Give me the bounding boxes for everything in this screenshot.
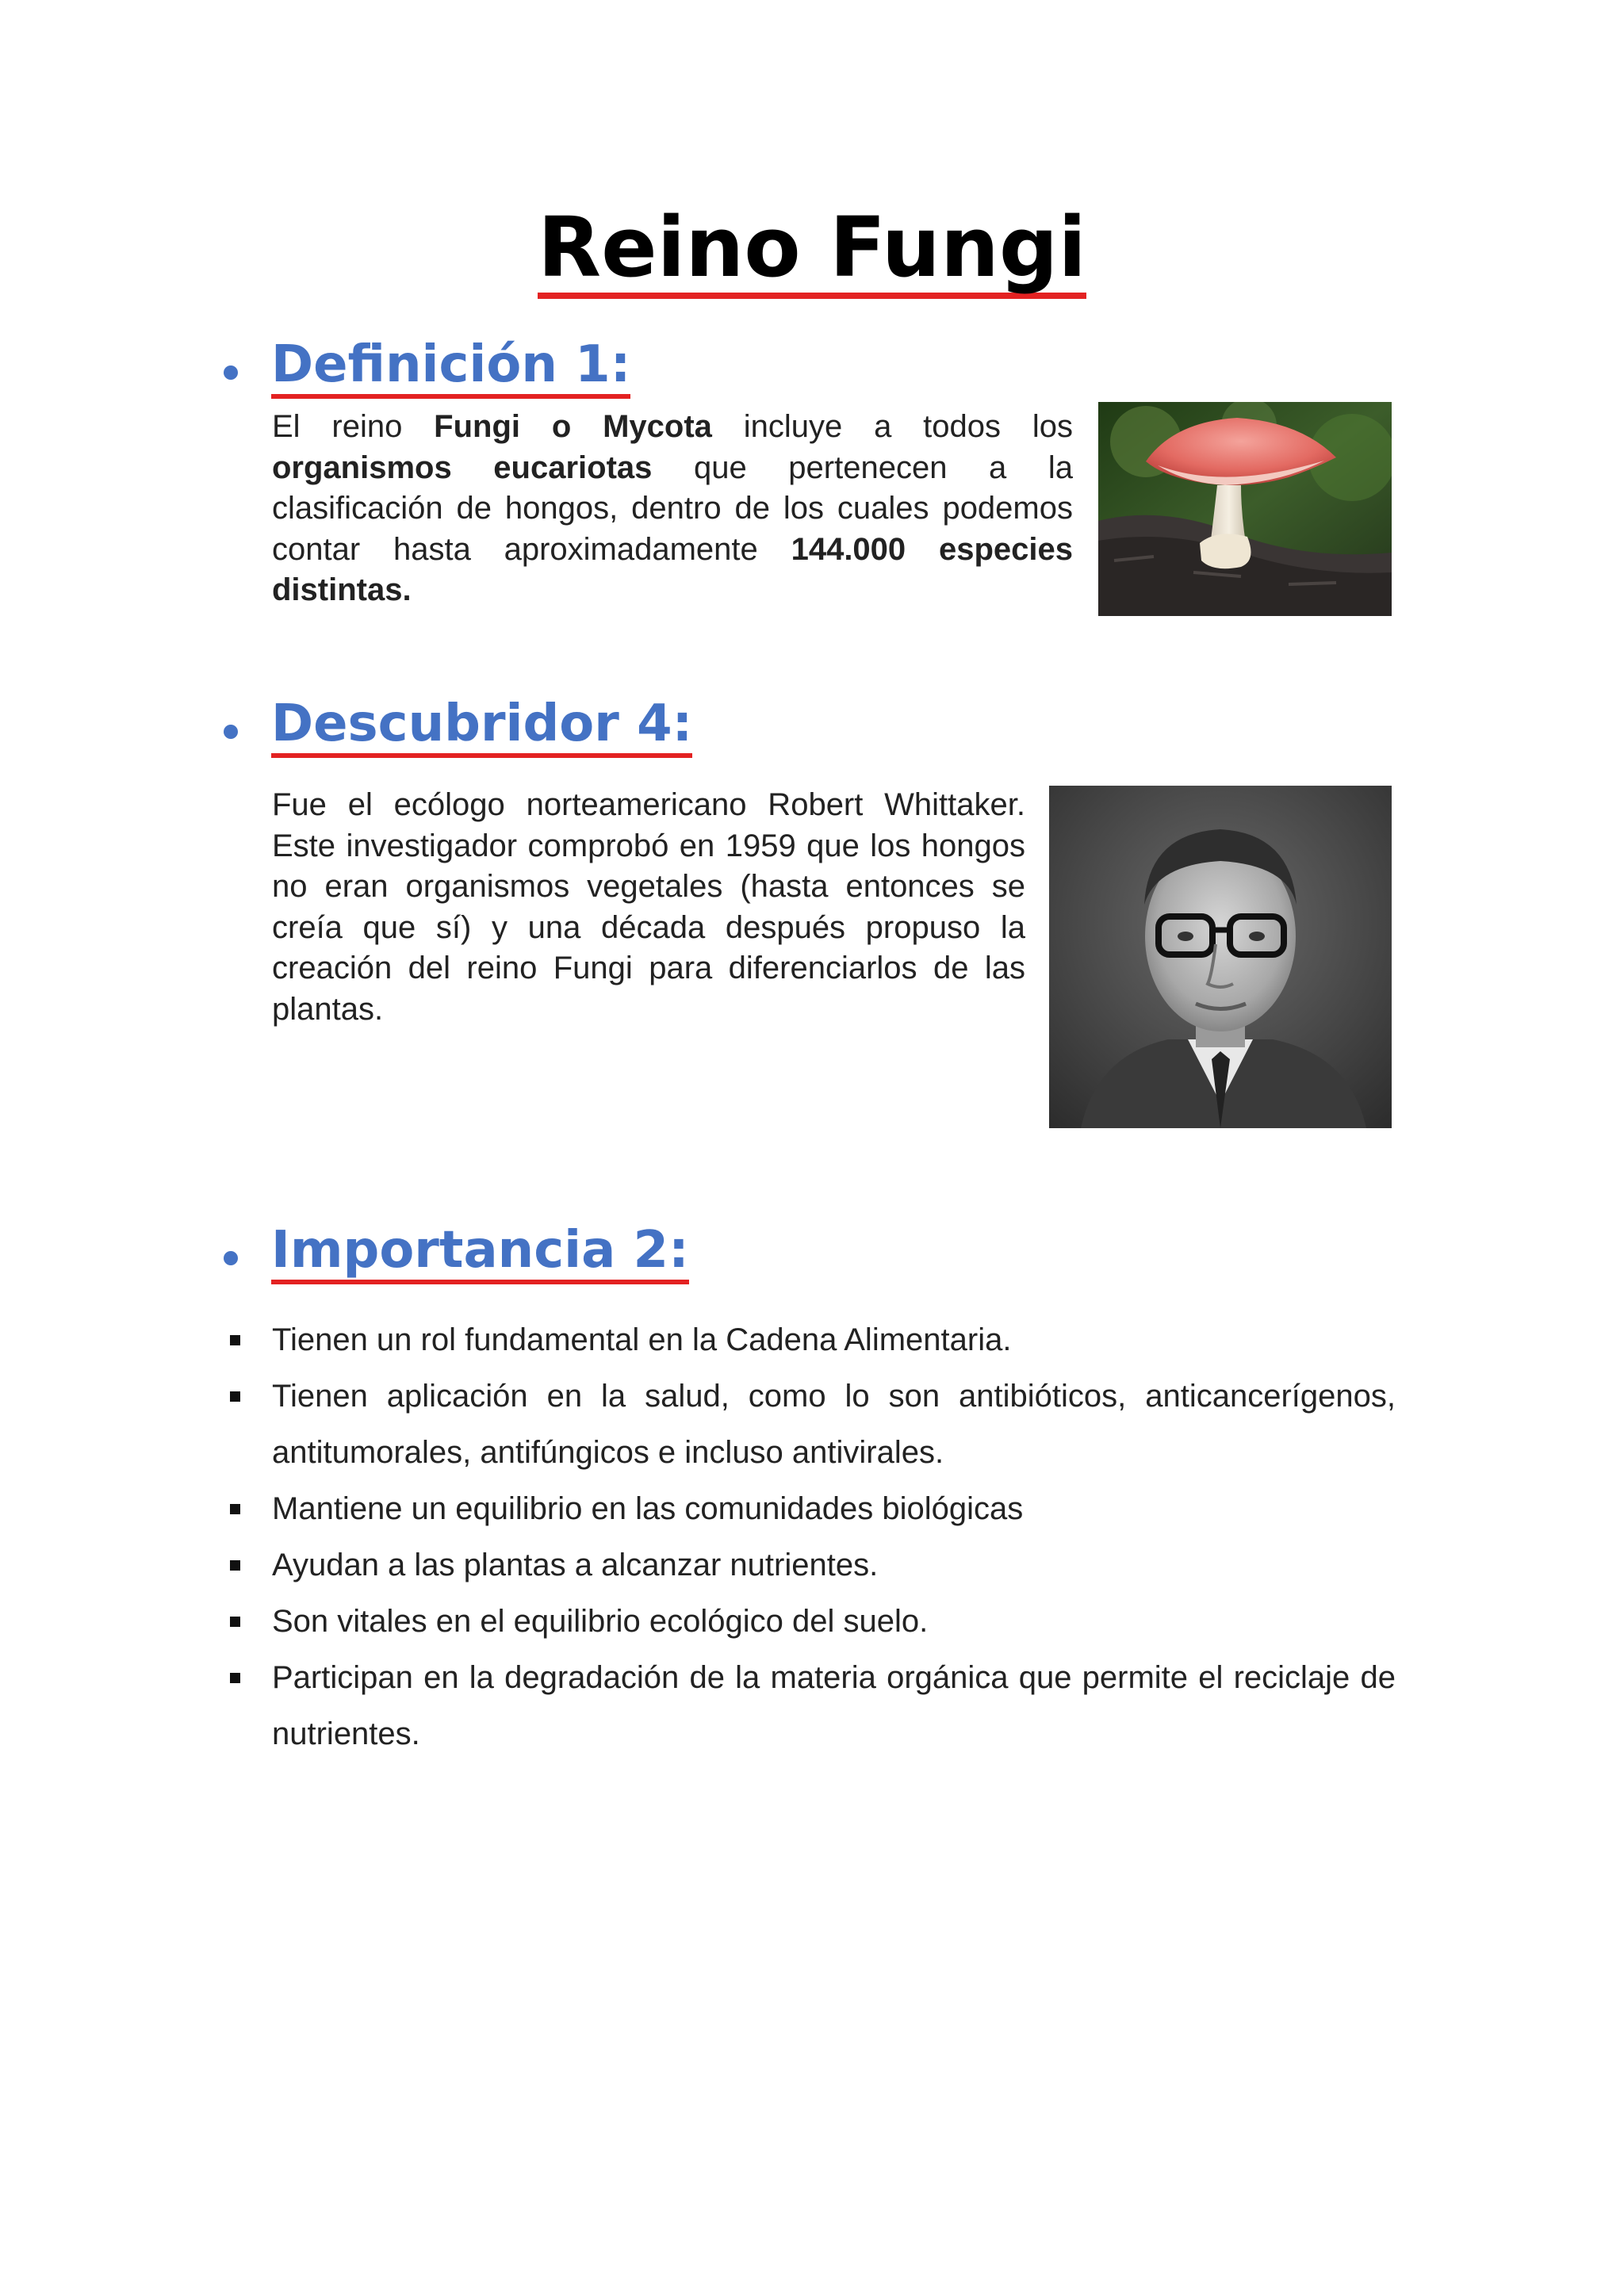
square-bullet-icon [230,1335,240,1345]
page-title [0,199,1624,299]
list-item [230,1650,1396,1762]
descubridor-paragraph: Fue el ecólogo norteamericano Robert Whittaker. Este investigador comprobó en 1959 que los hongos no eran organismos vegetales (hasta entonces se creía que sí) y una década después propuso la creación del reino Fungi para diferenciarlos de las plantas. [272,787,1025,1027]
definicion-bold-1: Fungi o Mycota [434,409,712,444]
definicion-bold-2: organismos eucariotas [272,450,653,485]
list-item [230,1312,1396,1368]
definicion-text-2: incluye a todos los [711,409,1073,444]
list-item [230,1481,1396,1537]
portrait-image [1049,786,1392,1128]
list-item [230,1594,1396,1650]
page-title-text: Reino Fungi [538,202,1086,299]
heading-descubridor-text: Descubridor 4: [271,696,692,758]
list-item-text: Ayudan a las plantas a alcanzar nutrientes. [272,1548,879,1582]
definicion-bold-3: 144.000 especies distintas. [272,531,1073,607]
list-item-text: Tienen un rol fundamental en la Cadena Alimentaria. [272,1322,1012,1357]
list-item [230,1537,1396,1594]
square-bullet-icon [230,1617,240,1627]
bullet-dot-icon [224,1251,238,1265]
list-item-text: Son vitales en el equilibrio ecológico del suelo. [272,1604,929,1639]
square-bullet-icon [230,1504,240,1514]
mushroom-image [1098,402,1392,616]
square-bullet-icon [230,1391,240,1402]
list-item [230,1368,1396,1481]
definicion-paragraph [272,407,1073,611]
list-item-text: Mantiene un equilibrio en las comunidades biológicas [272,1491,1024,1526]
heading-importancia [230,1223,689,1284]
list-item-text: Tienen aplicación en la salud, como lo son antibióticos, anticancerígenos, antitumorales, antifúngicos e incluso antivirales. [272,1379,1396,1470]
square-bullet-icon [230,1673,240,1683]
definicion-text-3: que pertenecen a la clasificación de hongos, dentro de los cuales podemos contar hasta aproximadamente [272,450,1073,567]
definicion-text-1: El reino [272,409,435,444]
heading-definicion [230,337,630,399]
list-item-text: Participan en la degradación de la materia orgánica que permite el reciclaje de nutrientes. [272,1660,1396,1751]
heading-importancia-text: Importancia 2: [271,1223,689,1284]
heading-descubridor [230,696,692,758]
bullet-dot-icon [224,365,238,380]
heading-definicion-text: Definición 1: [271,337,630,399]
bullet-dot-icon [224,725,238,739]
importancia-list [230,1312,1396,1762]
square-bullet-icon [230,1560,240,1571]
